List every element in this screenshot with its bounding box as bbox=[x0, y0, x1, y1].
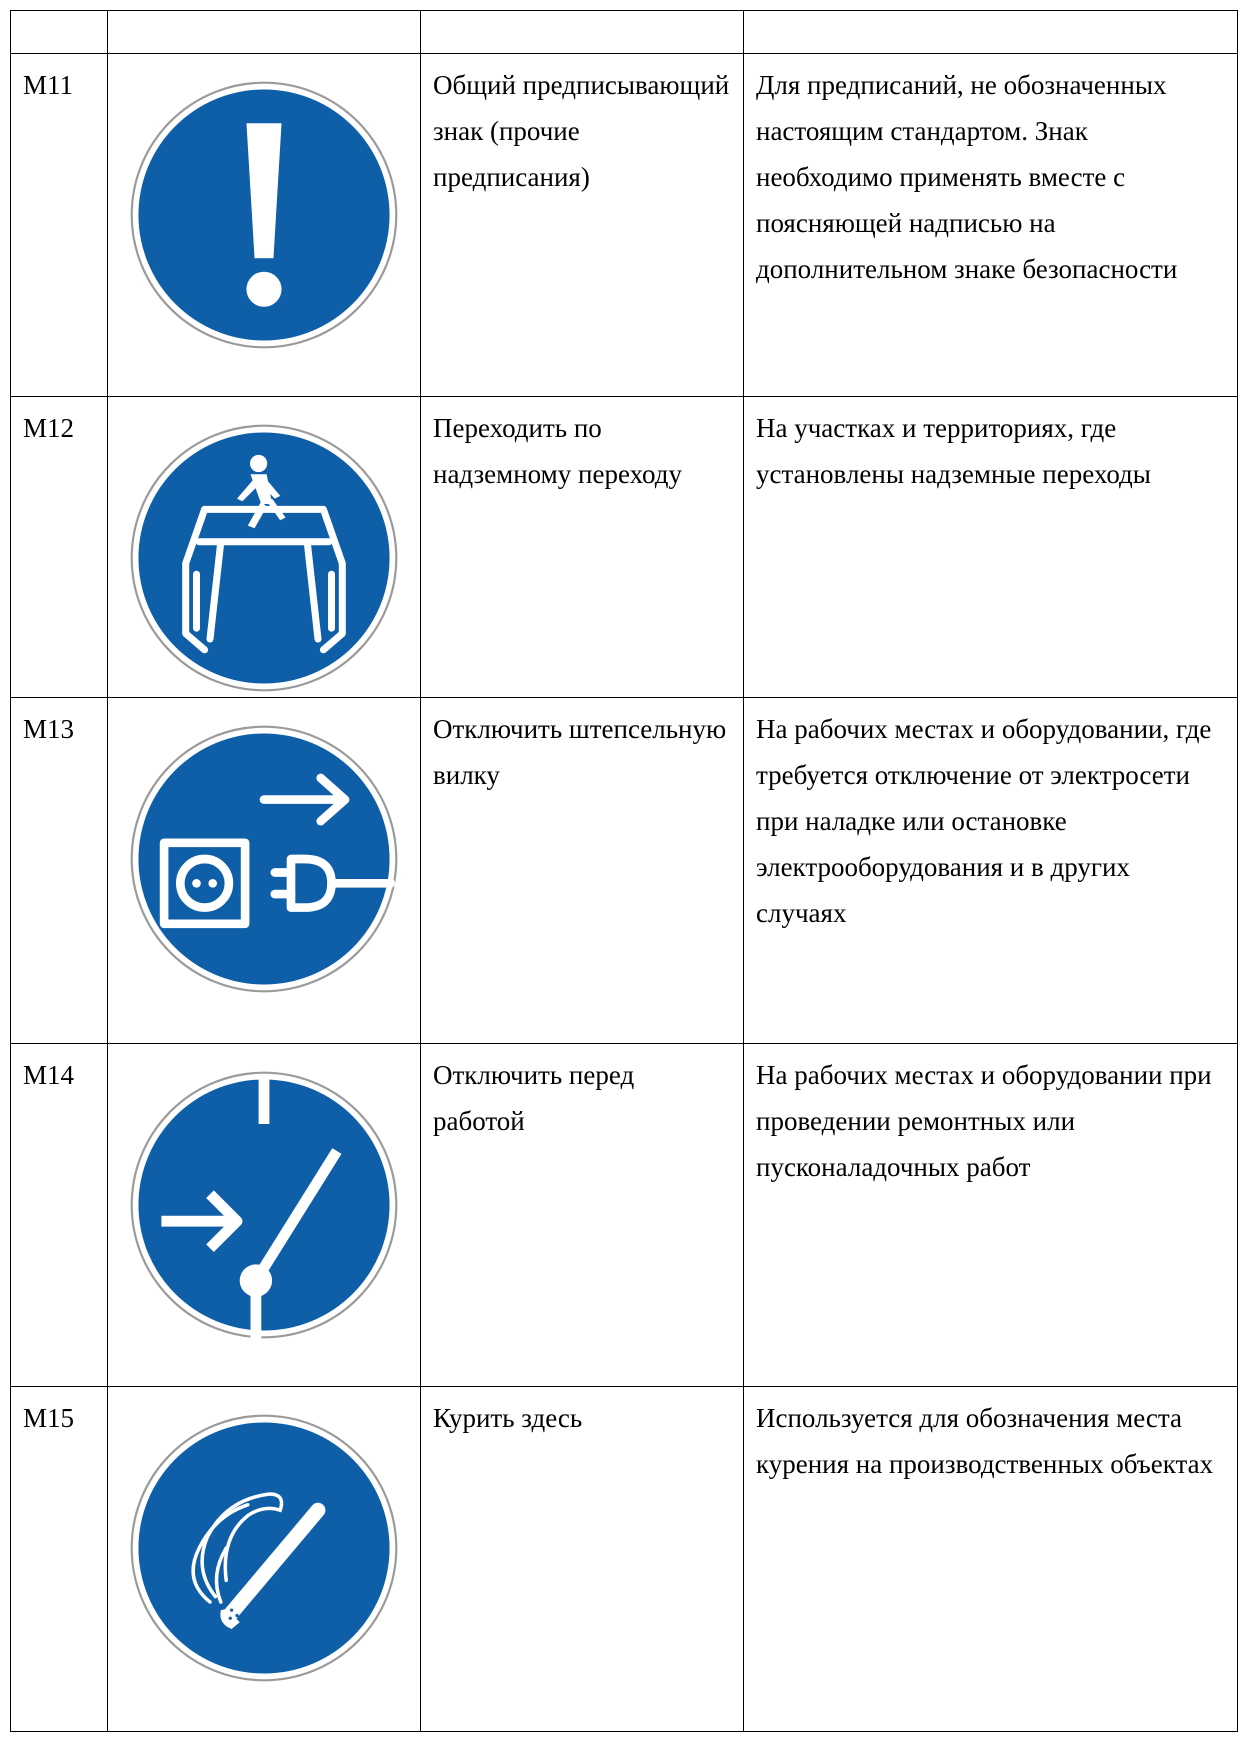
table-row bbox=[11, 54, 1238, 397]
safety-signs-table bbox=[10, 10, 1238, 1732]
header-cell-name bbox=[421, 11, 744, 54]
sign-code: М15 bbox=[11, 1387, 108, 1732]
sign-name: Переходить по надземному переходу bbox=[421, 397, 744, 698]
sign-image-cell bbox=[108, 698, 421, 1044]
header-cell-code bbox=[11, 11, 108, 54]
disconnect-switch-icon bbox=[129, 1070, 399, 1340]
table-row bbox=[11, 1044, 1238, 1387]
sign-code: М13 bbox=[11, 698, 108, 1044]
sign-code: М14 bbox=[11, 1044, 108, 1387]
exclamation-mark-icon bbox=[129, 80, 399, 350]
table-row bbox=[11, 1387, 1238, 1732]
unplug-socket-icon bbox=[129, 724, 399, 994]
sign-code: М12 bbox=[11, 397, 108, 698]
sign-description: Для предписаний, не обозначенных настоящим стандартом. Знак необходимо применять вместе с поясняющей надписью на дополнительном знаке безопасности bbox=[744, 54, 1238, 397]
table-header-row bbox=[11, 11, 1238, 54]
sign-name: Отключить штепсельную вилку bbox=[421, 698, 744, 1044]
sign-image-cell bbox=[108, 1387, 421, 1732]
sign-description: На рабочих местах и оборудовании, где требуется отключение от электросети при наладке или остановке электрооборудования и в других случаях bbox=[744, 698, 1238, 1044]
sign-description: На рабочих местах и оборудовании при проведении ремонтных или пусконаладочных работ bbox=[744, 1044, 1238, 1387]
sign-name: Общий предписывающий знак (прочие предписания) bbox=[421, 54, 744, 397]
header-cell-image bbox=[108, 11, 421, 54]
sign-description: Используется для обозначения места курения на производственных объектах bbox=[744, 1387, 1238, 1732]
cigarette-smoking-icon bbox=[129, 1413, 399, 1683]
sign-image-cell bbox=[108, 397, 421, 698]
sign-description: На участках и территориях, где установлены надземные переходы bbox=[744, 397, 1238, 698]
sign-name: Отключить перед работой bbox=[421, 1044, 744, 1387]
table-row bbox=[11, 397, 1238, 698]
header-cell-description bbox=[744, 11, 1238, 54]
sign-code: М11 bbox=[11, 54, 108, 397]
sign-name: Курить здесь bbox=[421, 1387, 744, 1732]
pedestrian-overpass-icon bbox=[129, 423, 399, 693]
sign-image-cell bbox=[108, 1044, 421, 1387]
table-row bbox=[11, 698, 1238, 1044]
sign-image-cell bbox=[108, 54, 421, 397]
